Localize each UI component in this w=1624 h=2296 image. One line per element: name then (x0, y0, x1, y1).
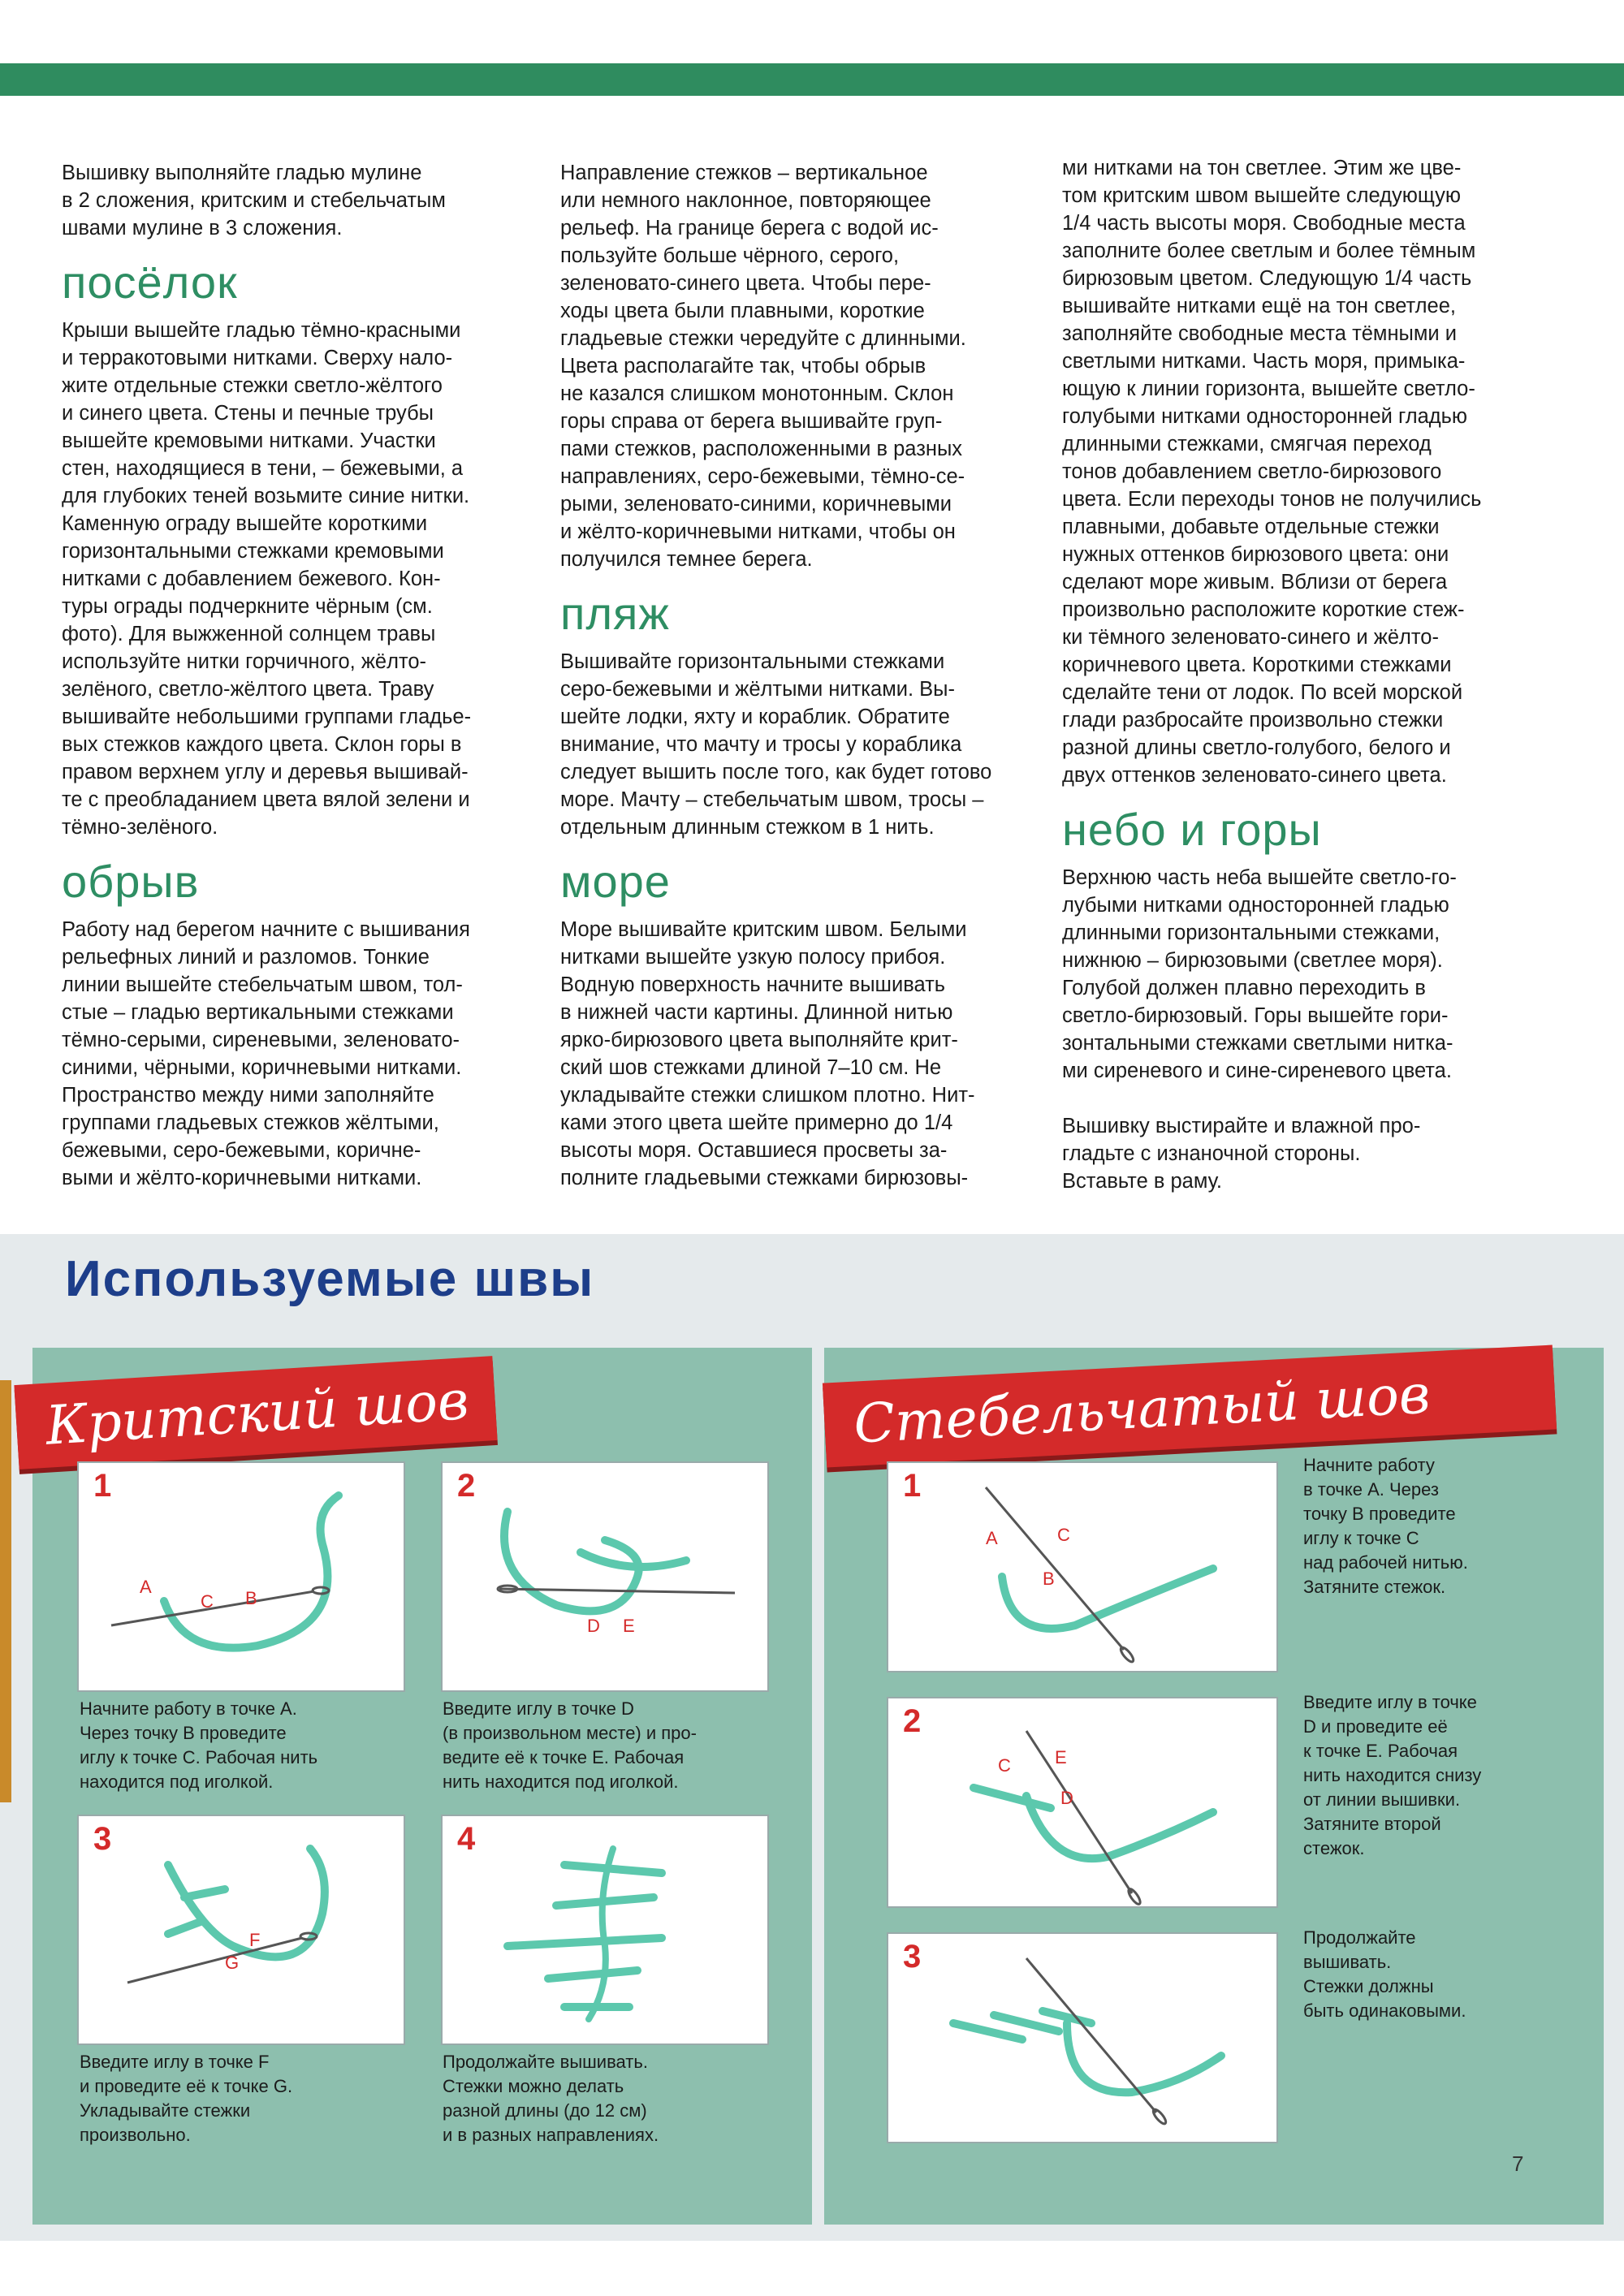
stem-step-2-diagram (887, 1697, 1278, 1908)
plyazh-paragraph: Вышивайте горизонтальными стежками серо-бежевыми и жёлтыми нитками. Вы- шейте лодки, яхту и кораблик. Обратите внимание, что мачту и тросы у кораблика следует вышить после того, как будет готово море. Мачту – стебельчатым швом, тросы – отдельным длинным стежком в 1 нить. (560, 650, 992, 839)
stem-step-1-illustration (888, 1463, 1276, 1671)
stem-step-1-diagram (887, 1461, 1278, 1672)
step-number: 3 (903, 1939, 922, 1974)
point-label: B (1043, 1569, 1055, 1589)
point-label: B (245, 1588, 257, 1608)
cretan-step-4-illustration (443, 1816, 767, 2044)
photo-edge-strip (0, 1380, 11, 1802)
stem-step-1-caption: Начните работу в точке А. Через точку В проведите иглу к точке С над рабочей нитью. Затяните стежок. (1303, 1455, 1468, 1597)
cretan-step-3-illustration (79, 1816, 404, 2044)
article-column-2 (560, 159, 1015, 1192)
cretan-step-1-caption: Начните работу в точке А. Через точку В проведите иглу к точке С. Рабочая нить находится под иголкой. (80, 1698, 318, 1792)
heading-obryv: обрыв (62, 856, 200, 907)
cretan-stitch-title: Критский шов (44, 1369, 471, 1457)
nebo-paragraph: Верхнюю часть неба вышейте светло-го- лубыми нитками односторонней гладью длинными горизонтальными стежками, нижнюю – бирюзовыми (светлее моря). Голубой должен плавно переходить в светло-бирюзовый. Горы вышейте гори- зонтальными стежками светлыми нитка- ми сиреневого и сине-сиреневого цвета. (1062, 866, 1457, 1082)
cretan-step-3-diagram (77, 1815, 405, 2045)
heading-plyazh: пляж (560, 588, 670, 639)
step-number: 1 (903, 1468, 922, 1504)
point-label: G (225, 1953, 240, 1973)
cretan-step-2-caption: Введите иглу в точке D (в произвольном месте) и про- ведите её к точке Е. Рабочая нить находится под иголкой. (443, 1698, 697, 1792)
step-number: 2 (457, 1468, 476, 1504)
point-label: C (1057, 1525, 1070, 1545)
step-number: 3 (93, 1821, 112, 1857)
stem-step-2-caption: Введите иглу в точке D и проведите её к точке Е. Рабочая нить находится снизу от линии вышивки. Затяните второй стежок. (1303, 1692, 1482, 1858)
obryv-paragraph: Работу над берегом начните с вышивания рельефных линий и разломов. Тонкие линии вышейте стебельчатым швом, тол- стые – гладью вертикальными стежками тёмно-серыми, сиреневыми, зеленовато- синими, чёрными, коричневыми нитками. Пространство между ними заполняйте группами гладьевых стежков жёлтыми, бежевыми, серо-бежевыми, коричне- выми и жёлто-коричневыми нитками. (62, 918, 470, 1189)
step-number: 4 (457, 1821, 476, 1857)
cretan-step-1-illustration (79, 1463, 404, 1690)
point-label: D (1060, 1788, 1073, 1808)
point-label: C (998, 1755, 1011, 1776)
heading-poselok: посёлок (62, 257, 238, 308)
point-label: F (249, 1930, 261, 1950)
more-continued-paragraph: ми нитками на тон светлее. Этим же цве- том критским швом вышейте следующую 1/4 часть высоты моря. Свободные места заполните более светлым и более тёмным бирюзовым цветом. Следующую 1/4 часть вышивайте нитками ещё на тон светлее, заполняйте свободные места тёмными и светлыми нитками. Часть моря, примыка- ющую к линии горизонта, вышейте светло- голубыми нитками односторонней гладью длинными стежками, смягчая переход тонов добавлением светло-бирюзового цвета. Если переходы тонов не получились плавными, добавьте отдельные стежки нужных оттенков бирюзового цвета: они сделают море живым. Вблизи от берега произвольно расположите короткие стеж- ки тёмного зеленовато-синего и жёлто- коричневого цвета. Короткими стежками сделайте тени от лодок. По всей морской глади разбросайте произвольно стежки разной длины светло-голубого, белого и двух оттенков зеленовато-синего цвета. (1062, 157, 1482, 787)
final-paragraph: Вышивку выстирайте и влажной про- гладьте с изнаночной стороны. Вставьте в раму. (1062, 1115, 1421, 1193)
article-column-1 (62, 159, 516, 1192)
more-paragraph: Море вышивайте критским швом. Белыми нитками вышейте узкую полосу прибоя. Водную поверхность начните вышивать в нижней части картины. Длинной нитью ярко-бирюзового цвета выполняйте крит- ский шов стежками длиной 7–10 см. Не укладывайте стежки слишком плотно. Нит- ками этого цвета шейте примерно до 1/4 высоты моря. Оставшиеся просветы за- полните гладьевыми стежками бирюзовы- (560, 918, 975, 1189)
article-column-3 (1062, 154, 1517, 1195)
cretan-step-4-diagram (441, 1815, 769, 2045)
point-label: E (1055, 1747, 1067, 1767)
cretan-step-2-illustration (443, 1463, 767, 1690)
stem-step-3-illustration (888, 1934, 1276, 2142)
cretan-step-1-diagram (77, 1461, 405, 1692)
section-title: Используемые швы (65, 1251, 595, 1307)
point-label: A (140, 1577, 152, 1597)
heading-nebo-i-gory: небо и горы (1062, 804, 1322, 855)
poselok-paragraph: Крыши вышейте гладью тёмно-красными и терракотовыми нитками. Сверху нало- жите отдельные стежки светло-жёлтого и синего цвета. Стены и печные трубы вышейте кремовыми нитками. Участки стен, находящиеся в тени, – бежевыми, а для глубоких теней возьмите синие нитки. Каменную ограду вышейте короткими горизонтальными стежками кремовыми нитками с добавлением бежевого. Кон- туры ограды подчеркните чёрным (см. фото). Для выжженной солнцем травы используйте нитки горчичного, жёлто- зелёного, светло-жёлтого цвета. Траву вышивайте небольшими группами гладье- вых стежков каждого цвета. Склон горы в правом верхнем углу и деревья вышивай- те с преобладанием цвета вялой зелени и тёмно-зелёного. (62, 319, 472, 839)
obryv-continued-paragraph: Направление стежков – вертикальное или немного наклонное, повторяющее рельеф. На границе берега с водой ис- пользуйте больше чёрного, серого, зеленовато-синего цвета. Чтобы пере- ходы цвета были плавными, короткие гладьевые стежки чередуйте с длинными. Цвета располагайте так, чтобы обрыв не казался слишком монотонным. Склон горы справа от берега вышивайте груп- пами стежков, расположенными в разных направлениях, серо-бежевыми, тёмно-се- рыми, зеленовато-синими, коричневыми и жёлто-коричневыми нитками, чтобы он получился темнее берега. (560, 162, 966, 571)
stem-step-2-illustration (888, 1698, 1276, 1906)
step-number: 1 (93, 1468, 112, 1504)
cretan-step-4-caption: Продолжайте вышивать. Стежки можно делать разной длины (до 12 см) и в разных направлениях. (443, 2052, 659, 2145)
stem-step-3-diagram (887, 1932, 1278, 2143)
point-label: E (623, 1616, 635, 1636)
heading-more: море (560, 856, 671, 907)
cretan-step-3-caption: Введите иглу в точке F и проведите её к точке G. Укладывайте стежки произвольно. (80, 2052, 293, 2145)
intro-paragraph: Вышивку выполняйте гладью мулине в 2 сложения, критским и стебельчатым швами мулине в 3 сложения. (62, 162, 446, 240)
stem-step-3-caption: Продолжайте вышивать. Стежки должны быть одинаковыми. (1303, 1927, 1466, 2021)
point-label: A (986, 1528, 998, 1548)
point-label: D (587, 1616, 600, 1636)
top-color-bar (0, 63, 1624, 96)
stem-stitch-title: Стебельчатый шов (852, 1362, 1432, 1456)
cretan-step-2-diagram (441, 1461, 769, 1692)
step-number: 2 (903, 1703, 922, 1739)
page-number: 7 (1512, 2151, 1524, 2176)
point-label: C (201, 1591, 214, 1612)
